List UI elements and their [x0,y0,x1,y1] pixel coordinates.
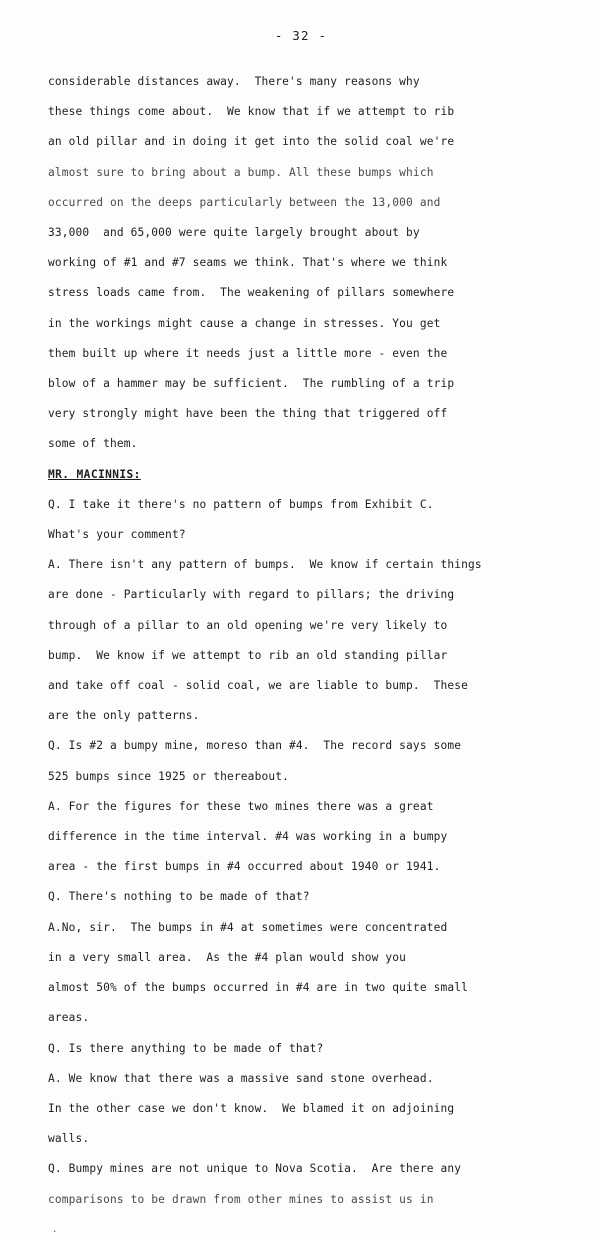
body-line: some of them. [48,437,138,451]
qa-line: in a very small area. As the #4 plan would show you [48,950,407,964]
qa-line: comparisons to be drawn from other mines to assist us in [48,1192,434,1206]
qa-line: and take off coal - solid coal, we are liable to bump. These [48,679,469,693]
speaker-heading [48,460,554,490]
bottom-mark: . [52,1224,58,1235]
body-line: working of #1 and #7 seams we think. That's where we think [48,256,448,270]
body-line: almost sure to bring about a bump. All these bumps which [48,165,434,179]
qa-line: 525 bumps since 1925 or thereabout. [48,769,289,783]
body-line: stress loads came from. The weakening of pillars somewhere [48,286,455,300]
qa-line: In the other case we don't know. We blamed it on adjoining [48,1101,455,1115]
body-line: considerable distances away. There's many reasons why [48,75,420,88]
qa-line: walls. [48,1132,90,1146]
qa-line: What's your comment? [48,528,186,542]
qa-line: Q. Bumpy mines are not unique to Nova Scotia. Are there any [48,1162,462,1176]
qa-line: are done - Particularly with regard to pillars; the driving [48,588,455,602]
qa-line: A. There isn't any pattern of bumps. We know if certain things [48,558,482,572]
body-line: them built up where it needs just a little more - even the [48,346,448,360]
body-line: these things come about. We know that if we attempt to rib [48,105,455,119]
body-line: 33,000 and 65,000 were quite largely brought about by [48,226,420,240]
body-line: very strongly might have been the thing that triggered off [48,407,448,421]
body-line: an old pillar and in doing it get into the solid coal we're [48,135,455,149]
qa-line: difference in the time interval. #4 was working in a bumpy [48,830,448,844]
body-line: blow of a hammer may be sufficient. The rumbling of a trip [48,377,455,391]
body-line: occurred on the deeps particularly between the 13,000 and [48,195,441,209]
qa-line: A.No, sir. The bumps in #4 at sometimes were concentrated [48,920,448,934]
qa-line: Q. Is #2 a bumpy mine, moreso than #4. The record says some [48,739,462,753]
qa-line: A. We know that there was a massive sand stone overhead. [48,1071,434,1085]
qa-line: area - the first bumps in #4 occurred about 1940 or 1941. [48,860,441,874]
qa-line: bump. We know if we attempt to rib an old standing pillar [48,648,448,662]
qa-line: through of a pillar to an old opening we're very likely to [48,618,448,632]
body-line: in the workings might cause a change in stresses. You get [48,316,441,330]
qa-line: almost 50% of the bumps occurred in #4 are in two quite small [48,981,469,995]
qa-line: Q. I take it there's no pattern of bumps from Exhibit C. [48,497,434,511]
page-number: - 32 - [274,28,328,43]
qa-line: A. For the figures for these two mines there was a great [48,799,434,813]
qa-line: Q. There's nothing to be made of that? [48,890,310,904]
qa-line: areas. [48,1011,90,1025]
qa-line: Q. Is there anything to be made of that? [48,1041,324,1055]
speaker-name: MR. MACINNIS: [48,467,141,481]
qa-line: are the only patterns. [48,709,200,723]
transcript-body [48,67,554,1245]
